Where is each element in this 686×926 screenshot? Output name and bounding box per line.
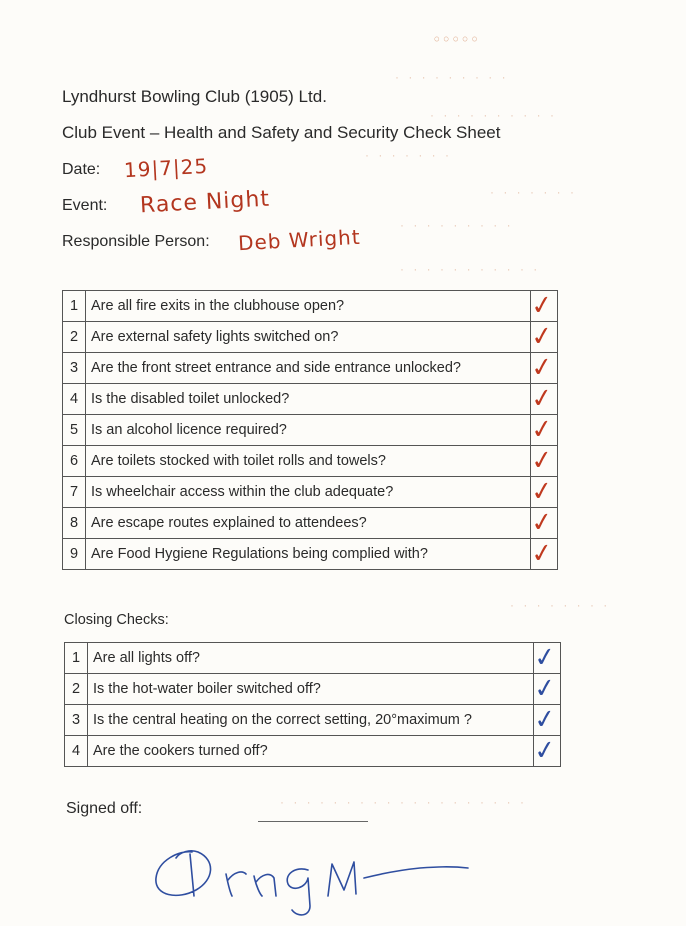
tick-mark-icon: ✓ bbox=[532, 733, 558, 766]
closing-checks-label: Closing Checks: bbox=[64, 612, 169, 628]
main-check-number: 6 bbox=[63, 446, 86, 477]
closing-check-question: Are all lights off? bbox=[88, 643, 534, 674]
tick-mark-icon: ✓ bbox=[529, 505, 555, 538]
main-check-row bbox=[63, 291, 558, 322]
main-check-row bbox=[63, 477, 558, 508]
main-check-question: Are external safety lights switched on? bbox=[86, 322, 531, 353]
main-check-tick-cell bbox=[529, 381, 558, 415]
signature-line bbox=[258, 821, 368, 822]
closing-check-question: Are the cookers turned off? bbox=[88, 736, 534, 767]
main-check-tick-cell bbox=[529, 443, 558, 477]
date-value: 19|7|25 bbox=[123, 153, 209, 183]
closing-check-number: 2 bbox=[65, 674, 88, 705]
bleed-through-mark: · · · · · · · · · · · · · · · · · · · bbox=[280, 795, 527, 809]
closing-check-question: Is the central heating on the correct setting, 20°maximum ? bbox=[88, 705, 534, 736]
tick-mark-icon: ✓ bbox=[529, 536, 555, 569]
main-check-number: 1 bbox=[63, 291, 86, 322]
signature-image bbox=[150, 840, 490, 920]
closing-check-tick-cell bbox=[532, 702, 561, 736]
bleed-through-mark: · · · · · · · · bbox=[510, 598, 611, 612]
main-check-row bbox=[63, 322, 558, 353]
closing-check-tick-cell bbox=[532, 671, 561, 705]
closing-check-number: 1 bbox=[65, 643, 88, 674]
main-check-question: Are the front street entrance and side entrance unlocked? bbox=[86, 353, 531, 384]
main-check-question: Are escape routes explained to attendees? bbox=[86, 508, 531, 539]
tick-mark-icon: ✓ bbox=[529, 443, 555, 476]
main-check-row bbox=[63, 415, 558, 446]
closing-check-row bbox=[65, 674, 561, 705]
main-check-number: 2 bbox=[63, 322, 86, 353]
main-check-question: Is wheelchair access within the club adequate? bbox=[86, 477, 531, 508]
closing-check-tick-cell bbox=[532, 640, 561, 674]
main-check-question: Is the disabled toilet unlocked? bbox=[86, 384, 531, 415]
bleed-through-mark: ◦◦◦◦◦ bbox=[432, 30, 480, 49]
main-check-row bbox=[63, 353, 558, 384]
main-check-number: 5 bbox=[63, 415, 86, 446]
main-check-number: 9 bbox=[63, 539, 86, 570]
tick-mark-icon: ✓ bbox=[529, 381, 555, 414]
tick-mark-icon: ✓ bbox=[532, 671, 558, 704]
org-title: Lyndhurst Bowling Club (1905) Ltd. bbox=[62, 87, 327, 106]
bleed-through-mark: · · · · · · · · · · bbox=[430, 108, 557, 122]
main-checks-table bbox=[62, 290, 558, 570]
event-value: Race Night bbox=[139, 186, 271, 219]
main-check-number: 3 bbox=[63, 353, 86, 384]
bleed-through-mark: · · · · · · · bbox=[490, 185, 577, 199]
closing-check-row bbox=[65, 705, 561, 736]
tick-mark-icon: ✓ bbox=[529, 412, 555, 445]
tick-mark-icon: ✓ bbox=[532, 640, 558, 673]
main-check-tick-cell bbox=[529, 319, 558, 353]
bleed-through-mark: · · · · · · · bbox=[365, 148, 452, 162]
main-check-number: 4 bbox=[63, 384, 86, 415]
bleed-through-mark: · · · · · · · · · bbox=[400, 218, 514, 232]
main-check-tick-cell bbox=[529, 288, 558, 322]
main-check-number: 8 bbox=[63, 508, 86, 539]
sheet-title: Club Event – Health and Safety and Security Check Sheet bbox=[62, 123, 501, 142]
responsible-person-label: Responsible Person: bbox=[62, 233, 210, 250]
tick-mark-icon: ✓ bbox=[529, 319, 555, 352]
main-check-tick-cell bbox=[529, 412, 558, 446]
main-check-tick-cell bbox=[529, 536, 558, 570]
signed-off-label: Signed off: bbox=[66, 800, 143, 817]
main-check-tick-cell bbox=[529, 505, 558, 539]
main-check-row bbox=[63, 539, 558, 570]
tick-mark-icon: ✓ bbox=[532, 702, 558, 735]
closing-checks-table bbox=[64, 642, 561, 767]
responsible-person-value: Deb Wright bbox=[237, 224, 362, 256]
closing-check-number: 3 bbox=[65, 705, 88, 736]
main-check-question: Are all fire exits in the clubhouse open? bbox=[86, 291, 531, 322]
bleed-through-mark: · · · · · · · · · bbox=[395, 70, 509, 84]
main-check-number: 7 bbox=[63, 477, 86, 508]
main-check-question: Are Food Hygiene Regulations being complied with? bbox=[86, 539, 531, 570]
main-check-question: Is an alcohol licence required? bbox=[86, 415, 531, 446]
tick-mark-icon: ✓ bbox=[529, 350, 555, 383]
date-label: Date: bbox=[62, 161, 101, 178]
main-check-row bbox=[63, 508, 558, 539]
main-check-tick-cell bbox=[529, 350, 558, 384]
main-check-question: Are toilets stocked with toilet rolls and towels? bbox=[86, 446, 531, 477]
main-check-row bbox=[63, 446, 558, 477]
main-check-row bbox=[63, 384, 558, 415]
closing-check-tick-cell bbox=[532, 733, 561, 767]
bleed-through-mark: · · · · · · · · · · · bbox=[400, 262, 541, 276]
closing-check-number: 4 bbox=[65, 736, 88, 767]
event-label: Event: bbox=[62, 197, 108, 214]
closing-check-question: Is the hot-water boiler switched off? bbox=[88, 674, 534, 705]
tick-mark-icon: ✓ bbox=[529, 288, 555, 321]
closing-check-row bbox=[65, 643, 561, 674]
main-check-tick-cell bbox=[529, 474, 558, 508]
tick-mark-icon: ✓ bbox=[529, 474, 555, 507]
closing-check-row bbox=[65, 736, 561, 767]
